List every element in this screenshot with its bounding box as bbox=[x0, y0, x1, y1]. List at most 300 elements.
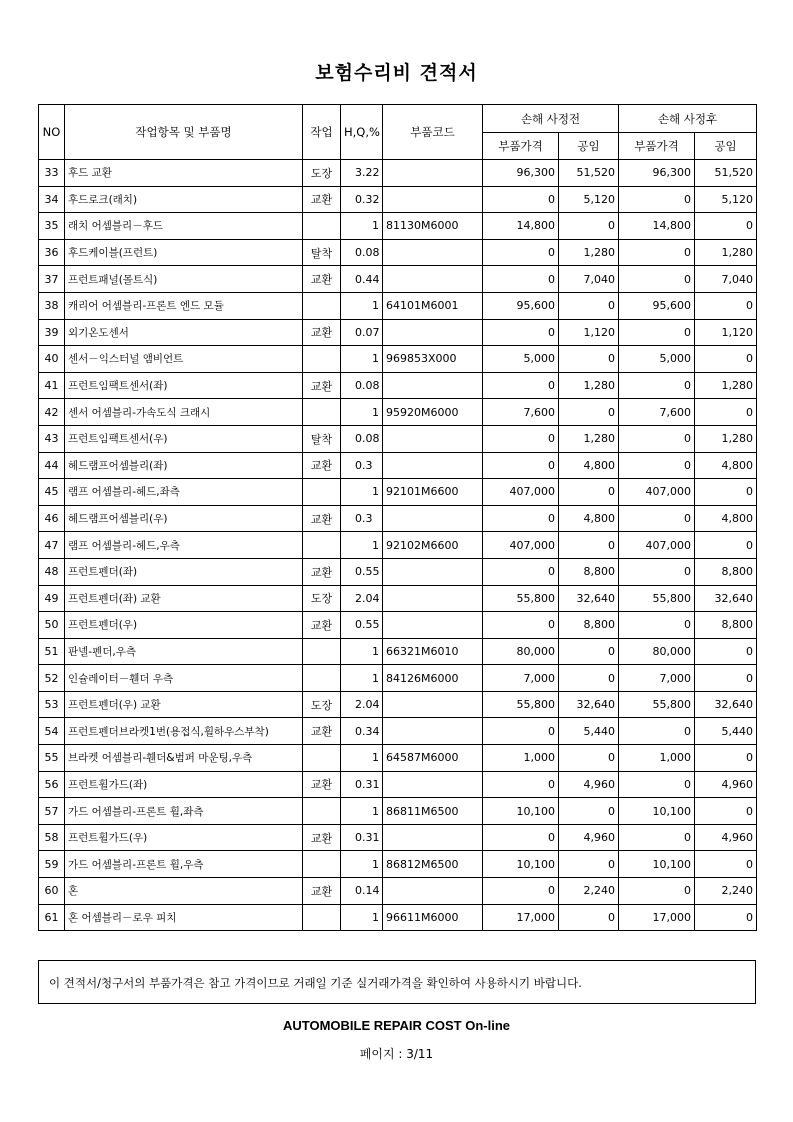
row-after-labor: 0 bbox=[695, 665, 757, 692]
row-before-part-price: 407,000 bbox=[483, 532, 559, 559]
table-row bbox=[39, 186, 757, 213]
row-hq: 1 bbox=[341, 399, 383, 426]
row-before-part-price: 80,000 bbox=[483, 638, 559, 665]
row-part-code: 64101M6001 bbox=[383, 292, 483, 319]
row-no: 60 bbox=[39, 878, 65, 905]
row-before-part-price: 55,800 bbox=[483, 585, 559, 612]
row-item: 가드 어셈블리-프론트 휠,우측 bbox=[65, 851, 303, 878]
row-before-part-price: 96,300 bbox=[483, 160, 559, 187]
row-before-labor: 0 bbox=[559, 851, 619, 878]
row-after-part-price: 407,000 bbox=[619, 479, 695, 506]
row-no: 58 bbox=[39, 824, 65, 851]
table-row bbox=[39, 904, 757, 931]
row-no: 47 bbox=[39, 532, 65, 559]
row-after-labor: 0 bbox=[695, 292, 757, 319]
row-work bbox=[303, 399, 341, 426]
row-part-code bbox=[383, 691, 483, 718]
row-before-part-price: 0 bbox=[483, 718, 559, 745]
row-work bbox=[303, 532, 341, 559]
footer-brand: AUTOMOBILE REPAIR COST On-line bbox=[282, 1018, 511, 1033]
row-item: 래치 어셈블리－후드 bbox=[65, 213, 303, 240]
row-part-code bbox=[383, 771, 483, 798]
row-after-labor: 0 bbox=[695, 346, 757, 373]
row-no: 49 bbox=[39, 585, 65, 612]
row-work: 교환 bbox=[303, 186, 341, 213]
row-part-code: 92101M6600 bbox=[383, 479, 483, 506]
row-work bbox=[303, 851, 341, 878]
row-before-part-price: 7,000 bbox=[483, 665, 559, 692]
row-before-labor: 8,800 bbox=[559, 612, 619, 639]
row-no: 45 bbox=[39, 479, 65, 506]
row-part-code bbox=[383, 160, 483, 187]
row-before-part-price: 10,100 bbox=[483, 851, 559, 878]
row-work bbox=[303, 798, 341, 825]
row-after-part-price: 1,000 bbox=[619, 745, 695, 772]
row-before-part-price: 0 bbox=[483, 266, 559, 293]
row-part-code: 66321M6010 bbox=[383, 638, 483, 665]
row-no: 35 bbox=[39, 213, 65, 240]
row-part-code bbox=[383, 585, 483, 612]
row-no: 53 bbox=[39, 691, 65, 718]
row-part-code bbox=[383, 824, 483, 851]
row-item: 프런트펜더(우) bbox=[65, 612, 303, 639]
table-row bbox=[39, 612, 757, 639]
row-before-part-price: 0 bbox=[483, 372, 559, 399]
row-before-labor: 4,960 bbox=[559, 824, 619, 851]
row-before-labor: 7,040 bbox=[559, 266, 619, 293]
row-after-labor: 2,240 bbox=[695, 878, 757, 905]
row-work bbox=[303, 904, 341, 931]
row-part-code bbox=[383, 372, 483, 399]
row-work: 교환 bbox=[303, 558, 341, 585]
row-before-part-price: 17,000 bbox=[483, 904, 559, 931]
row-after-part-price: 0 bbox=[619, 505, 695, 532]
row-item: 후드 교환 bbox=[65, 160, 303, 187]
row-after-part-price: 407,000 bbox=[619, 532, 695, 559]
row-before-labor: 1,280 bbox=[559, 425, 619, 452]
row-no: 56 bbox=[39, 771, 65, 798]
row-before-part-price: 1,000 bbox=[483, 745, 559, 772]
row-after-labor: 32,640 bbox=[695, 585, 757, 612]
row-hq: 1 bbox=[341, 213, 383, 240]
table-row bbox=[39, 691, 757, 718]
estimate-rows bbox=[39, 160, 757, 931]
row-item: 캐리어 어셈블리-프론트 엔드 모듈 bbox=[65, 292, 303, 319]
row-item: 헤드램프어셈블리(우) bbox=[65, 505, 303, 532]
table-row bbox=[39, 213, 757, 240]
row-part-code: 84126M6000 bbox=[383, 665, 483, 692]
row-after-part-price: 10,100 bbox=[619, 851, 695, 878]
row-after-labor: 51,520 bbox=[695, 160, 757, 187]
page-number: 페이지 : 3/11 bbox=[359, 1047, 434, 1061]
row-after-labor: 0 bbox=[695, 532, 757, 559]
row-item: 프런트펜더브라켓1번(용접식,휠하우스부착) bbox=[65, 718, 303, 745]
row-after-part-price: 14,800 bbox=[619, 213, 695, 240]
row-before-labor: 0 bbox=[559, 213, 619, 240]
row-part-code bbox=[383, 612, 483, 639]
row-after-part-price: 96,300 bbox=[619, 160, 695, 187]
table-row bbox=[39, 479, 757, 506]
table-row bbox=[39, 160, 757, 187]
row-after-part-price: 0 bbox=[619, 372, 695, 399]
row-before-part-price: 0 bbox=[483, 612, 559, 639]
row-part-code bbox=[383, 425, 483, 452]
row-work: 교환 bbox=[303, 824, 341, 851]
row-after-labor: 0 bbox=[695, 798, 757, 825]
row-after-labor: 5,120 bbox=[695, 186, 757, 213]
table-row bbox=[39, 452, 757, 479]
row-hq: 0.14 bbox=[341, 878, 383, 905]
row-before-labor: 0 bbox=[559, 638, 619, 665]
row-after-part-price: 0 bbox=[619, 558, 695, 585]
row-after-labor: 4,800 bbox=[695, 505, 757, 532]
row-hq: 0.32 bbox=[341, 186, 383, 213]
row-work bbox=[303, 479, 341, 506]
row-no: 39 bbox=[39, 319, 65, 346]
row-work bbox=[303, 665, 341, 692]
row-after-part-price: 0 bbox=[619, 824, 695, 851]
row-hq: 0.07 bbox=[341, 319, 383, 346]
row-before-part-price: 14,800 bbox=[483, 213, 559, 240]
row-before-labor: 0 bbox=[559, 399, 619, 426]
row-after-part-price: 80,000 bbox=[619, 638, 695, 665]
row-before-labor: 4,800 bbox=[559, 505, 619, 532]
row-hq: 1 bbox=[341, 665, 383, 692]
row-after-labor: 0 bbox=[695, 399, 757, 426]
row-no: 61 bbox=[39, 904, 65, 931]
row-after-part-price: 0 bbox=[619, 266, 695, 293]
row-hq: 0.34 bbox=[341, 718, 383, 745]
row-part-code: 969853X000 bbox=[383, 346, 483, 373]
table-row bbox=[39, 851, 757, 878]
estimate-table bbox=[38, 104, 757, 931]
table-row bbox=[39, 292, 757, 319]
table-row bbox=[39, 665, 757, 692]
row-work: 탈착 bbox=[303, 239, 341, 266]
row-item: 인슐레이터－휀더 우측 bbox=[65, 665, 303, 692]
row-hq: 1 bbox=[341, 479, 383, 506]
row-work: 교환 bbox=[303, 452, 341, 479]
row-item: 혼 bbox=[65, 878, 303, 905]
row-item: 프런트휠가드(좌) bbox=[65, 771, 303, 798]
row-item: 프런트임팩트센서(우) bbox=[65, 425, 303, 452]
row-work: 도장 bbox=[303, 691, 341, 718]
row-work: 교환 bbox=[303, 612, 341, 639]
row-before-part-price: 0 bbox=[483, 425, 559, 452]
row-no: 43 bbox=[39, 425, 65, 452]
row-work bbox=[303, 346, 341, 373]
row-part-code: 81130M6000 bbox=[383, 213, 483, 240]
row-after-part-price: 5,000 bbox=[619, 346, 695, 373]
row-work: 교환 bbox=[303, 266, 341, 293]
row-after-labor: 1,120 bbox=[695, 319, 757, 346]
row-work bbox=[303, 213, 341, 240]
table-row bbox=[39, 372, 757, 399]
row-before-labor: 8,800 bbox=[559, 558, 619, 585]
row-hq: 0.31 bbox=[341, 771, 383, 798]
row-after-labor: 0 bbox=[695, 904, 757, 931]
table-row bbox=[39, 798, 757, 825]
table-row bbox=[39, 824, 757, 851]
row-after-part-price: 7,600 bbox=[619, 399, 695, 426]
table-row bbox=[39, 532, 757, 559]
row-work: 도장 bbox=[303, 585, 341, 612]
row-after-part-price: 0 bbox=[619, 239, 695, 266]
row-part-code: 95920M6000 bbox=[383, 399, 483, 426]
row-hq: 2.04 bbox=[341, 691, 383, 718]
row-after-part-price: 7,000 bbox=[619, 665, 695, 692]
row-item: 헤드램프어셈블리(좌) bbox=[65, 452, 303, 479]
row-no: 41 bbox=[39, 372, 65, 399]
row-after-labor: 5,440 bbox=[695, 718, 757, 745]
row-before-labor: 0 bbox=[559, 292, 619, 319]
row-hq: 3.22 bbox=[341, 160, 383, 187]
row-item: 혼 어셈블리－로우 피치 bbox=[65, 904, 303, 931]
row-hq: 1 bbox=[341, 292, 383, 319]
row-hq: 0.3 bbox=[341, 505, 383, 532]
row-before-labor: 32,640 bbox=[559, 691, 619, 718]
row-item: 램프 어셈블리-헤드,우측 bbox=[65, 532, 303, 559]
table-row bbox=[39, 319, 757, 346]
row-after-labor: 0 bbox=[695, 638, 757, 665]
row-no: 54 bbox=[39, 718, 65, 745]
row-work: 교환 bbox=[303, 319, 341, 346]
row-no: 42 bbox=[39, 399, 65, 426]
header-no: NO bbox=[39, 105, 65, 160]
row-before-part-price: 0 bbox=[483, 824, 559, 851]
row-after-part-price: 0 bbox=[619, 425, 695, 452]
row-hq: 1 bbox=[341, 532, 383, 559]
header-after: 손해 사정후 bbox=[619, 105, 757, 133]
table-row bbox=[39, 745, 757, 772]
row-before-labor: 0 bbox=[559, 745, 619, 772]
row-before-part-price: 5,000 bbox=[483, 346, 559, 373]
row-before-labor: 32,640 bbox=[559, 585, 619, 612]
header-item: 작업항목 및 부품명 bbox=[65, 105, 303, 160]
row-before-part-price: 407,000 bbox=[483, 479, 559, 506]
row-before-labor: 4,800 bbox=[559, 452, 619, 479]
row-before-part-price: 0 bbox=[483, 239, 559, 266]
row-hq: 0.55 bbox=[341, 558, 383, 585]
table-row bbox=[39, 878, 757, 905]
row-hq: 0.55 bbox=[341, 612, 383, 639]
row-after-part-price: 0 bbox=[619, 771, 695, 798]
row-no: 52 bbox=[39, 665, 65, 692]
table-row bbox=[39, 558, 757, 585]
row-hq: 0.3 bbox=[341, 452, 383, 479]
row-part-code bbox=[383, 319, 483, 346]
table-row bbox=[39, 718, 757, 745]
table-row bbox=[39, 239, 757, 266]
row-part-code: 86811M6500 bbox=[383, 798, 483, 825]
row-after-labor: 8,800 bbox=[695, 558, 757, 585]
row-no: 59 bbox=[39, 851, 65, 878]
row-work: 교환 bbox=[303, 372, 341, 399]
row-work: 교환 bbox=[303, 771, 341, 798]
row-no: 46 bbox=[39, 505, 65, 532]
row-item: 가드 어셈블리-프론트 휠,좌측 bbox=[65, 798, 303, 825]
row-hq: 1 bbox=[341, 904, 383, 931]
row-no: 34 bbox=[39, 186, 65, 213]
table-row bbox=[39, 585, 757, 612]
row-after-part-price: 10,100 bbox=[619, 798, 695, 825]
row-after-part-price: 55,800 bbox=[619, 691, 695, 718]
table-row bbox=[39, 638, 757, 665]
row-after-labor: 7,040 bbox=[695, 266, 757, 293]
header-before-part-price: 부품가격 bbox=[483, 133, 559, 160]
row-after-part-price: 0 bbox=[619, 452, 695, 479]
table-row bbox=[39, 505, 757, 532]
row-no: 33 bbox=[39, 160, 65, 187]
row-work bbox=[303, 638, 341, 665]
row-work: 교환 bbox=[303, 505, 341, 532]
row-after-part-price: 0 bbox=[619, 718, 695, 745]
row-hq: 0.08 bbox=[341, 425, 383, 452]
header-after-labor: 공임 bbox=[695, 133, 757, 160]
row-part-code: 86812M6500 bbox=[383, 851, 483, 878]
row-part-code: 64587M6000 bbox=[383, 745, 483, 772]
row-item: 후드케이블(프런트) bbox=[65, 239, 303, 266]
row-after-labor: 0 bbox=[695, 479, 757, 506]
row-item: 프런트패널(몰트식) bbox=[65, 266, 303, 293]
row-part-code bbox=[383, 452, 483, 479]
row-part-code bbox=[383, 878, 483, 905]
row-part-code bbox=[383, 558, 483, 585]
row-item: 프런트펜더(좌) 교환 bbox=[65, 585, 303, 612]
row-no: 51 bbox=[39, 638, 65, 665]
row-item: 판넬-펜더,우측 bbox=[65, 638, 303, 665]
row-item: 프런트펜더(좌) bbox=[65, 558, 303, 585]
row-hq: 1 bbox=[341, 638, 383, 665]
table-row bbox=[39, 425, 757, 452]
row-hq: 0.08 bbox=[341, 372, 383, 399]
row-after-labor: 0 bbox=[695, 213, 757, 240]
row-hq: 0.44 bbox=[341, 266, 383, 293]
row-work: 교환 bbox=[303, 718, 341, 745]
row-before-part-price: 0 bbox=[483, 558, 559, 585]
row-before-labor: 0 bbox=[559, 346, 619, 373]
row-after-part-price: 55,800 bbox=[619, 585, 695, 612]
row-hq: 0.31 bbox=[341, 824, 383, 851]
document-title: 보험수리비 견적서 bbox=[315, 62, 478, 84]
row-before-labor: 5,440 bbox=[559, 718, 619, 745]
row-before-labor: 2,240 bbox=[559, 878, 619, 905]
row-after-part-price: 95,600 bbox=[619, 292, 695, 319]
row-part-code: 96611M6000 bbox=[383, 904, 483, 931]
row-item: 프런트휠가드(우) bbox=[65, 824, 303, 851]
row-hq: 1 bbox=[341, 745, 383, 772]
row-before-part-price: 0 bbox=[483, 319, 559, 346]
row-before-labor: 4,960 bbox=[559, 771, 619, 798]
row-before-part-price: 0 bbox=[483, 186, 559, 213]
row-work bbox=[303, 745, 341, 772]
row-before-part-price: 0 bbox=[483, 878, 559, 905]
row-part-code bbox=[383, 718, 483, 745]
row-before-labor: 0 bbox=[559, 479, 619, 506]
row-after-labor: 4,960 bbox=[695, 824, 757, 851]
row-before-labor: 0 bbox=[559, 665, 619, 692]
row-after-labor: 4,800 bbox=[695, 452, 757, 479]
row-hq: 0.08 bbox=[341, 239, 383, 266]
table-row bbox=[39, 771, 757, 798]
row-part-code bbox=[383, 266, 483, 293]
header-code: 부품코드 bbox=[383, 105, 483, 160]
row-no: 57 bbox=[39, 798, 65, 825]
row-hq: 1 bbox=[341, 798, 383, 825]
row-item: 브라켓 어셈블리-휀더&범퍼 마운팅,우측 bbox=[65, 745, 303, 772]
row-before-labor: 0 bbox=[559, 532, 619, 559]
row-after-part-price: 17,000 bbox=[619, 904, 695, 931]
row-after-labor: 0 bbox=[695, 851, 757, 878]
row-part-code: 92102M6600 bbox=[383, 532, 483, 559]
row-no: 36 bbox=[39, 239, 65, 266]
row-after-part-price: 0 bbox=[619, 612, 695, 639]
row-no: 40 bbox=[39, 346, 65, 373]
row-after-part-price: 0 bbox=[619, 878, 695, 905]
row-before-part-price: 95,600 bbox=[483, 292, 559, 319]
row-after-labor: 8,800 bbox=[695, 612, 757, 639]
row-no: 44 bbox=[39, 452, 65, 479]
row-no: 50 bbox=[39, 612, 65, 639]
row-before-part-price: 7,600 bbox=[483, 399, 559, 426]
row-no: 48 bbox=[39, 558, 65, 585]
row-before-part-price: 10,100 bbox=[483, 798, 559, 825]
row-item: 센서－익스터널 앰비언트 bbox=[65, 346, 303, 373]
table-row bbox=[39, 266, 757, 293]
row-hq: 1 bbox=[341, 346, 383, 373]
header-after-part-price: 부품가격 bbox=[619, 133, 695, 160]
row-before-part-price: 0 bbox=[483, 505, 559, 532]
row-item: 프런트펜더(우) 교환 bbox=[65, 691, 303, 718]
row-after-labor: 0 bbox=[695, 745, 757, 772]
table-row bbox=[39, 346, 757, 373]
row-no: 55 bbox=[39, 745, 65, 772]
row-after-labor: 1,280 bbox=[695, 425, 757, 452]
row-item: 외기온도센서 bbox=[65, 319, 303, 346]
row-hq: 2.04 bbox=[341, 585, 383, 612]
row-after-labor: 1,280 bbox=[695, 372, 757, 399]
row-after-part-price: 0 bbox=[619, 186, 695, 213]
row-item: 후드로크(래치) bbox=[65, 186, 303, 213]
row-after-labor: 32,640 bbox=[695, 691, 757, 718]
row-work: 도장 bbox=[303, 160, 341, 187]
header-before-labor: 공임 bbox=[559, 133, 619, 160]
row-item: 센서 어셈블리-가속도식 크래시 bbox=[65, 399, 303, 426]
table-row bbox=[39, 399, 757, 426]
row-after-labor: 1,280 bbox=[695, 239, 757, 266]
row-after-part-price: 0 bbox=[619, 319, 695, 346]
row-before-part-price: 55,800 bbox=[483, 691, 559, 718]
row-work bbox=[303, 292, 341, 319]
row-before-labor: 0 bbox=[559, 798, 619, 825]
row-part-code bbox=[383, 505, 483, 532]
header-hq: H,Q,% bbox=[341, 105, 383, 160]
row-part-code bbox=[383, 186, 483, 213]
row-before-part-price: 0 bbox=[483, 452, 559, 479]
header-work: 작업 bbox=[303, 105, 341, 160]
row-no: 38 bbox=[39, 292, 65, 319]
row-work: 교환 bbox=[303, 878, 341, 905]
row-part-code bbox=[383, 239, 483, 266]
header-before: 손해 사정전 bbox=[483, 105, 619, 133]
row-before-labor: 1,280 bbox=[559, 239, 619, 266]
row-no: 37 bbox=[39, 266, 65, 293]
row-after-labor: 4,960 bbox=[695, 771, 757, 798]
row-item: 프런트임팩트센서(좌) bbox=[65, 372, 303, 399]
row-before-labor: 1,120 bbox=[559, 319, 619, 346]
row-before-labor: 5,120 bbox=[559, 186, 619, 213]
row-before-labor: 51,520 bbox=[559, 160, 619, 187]
